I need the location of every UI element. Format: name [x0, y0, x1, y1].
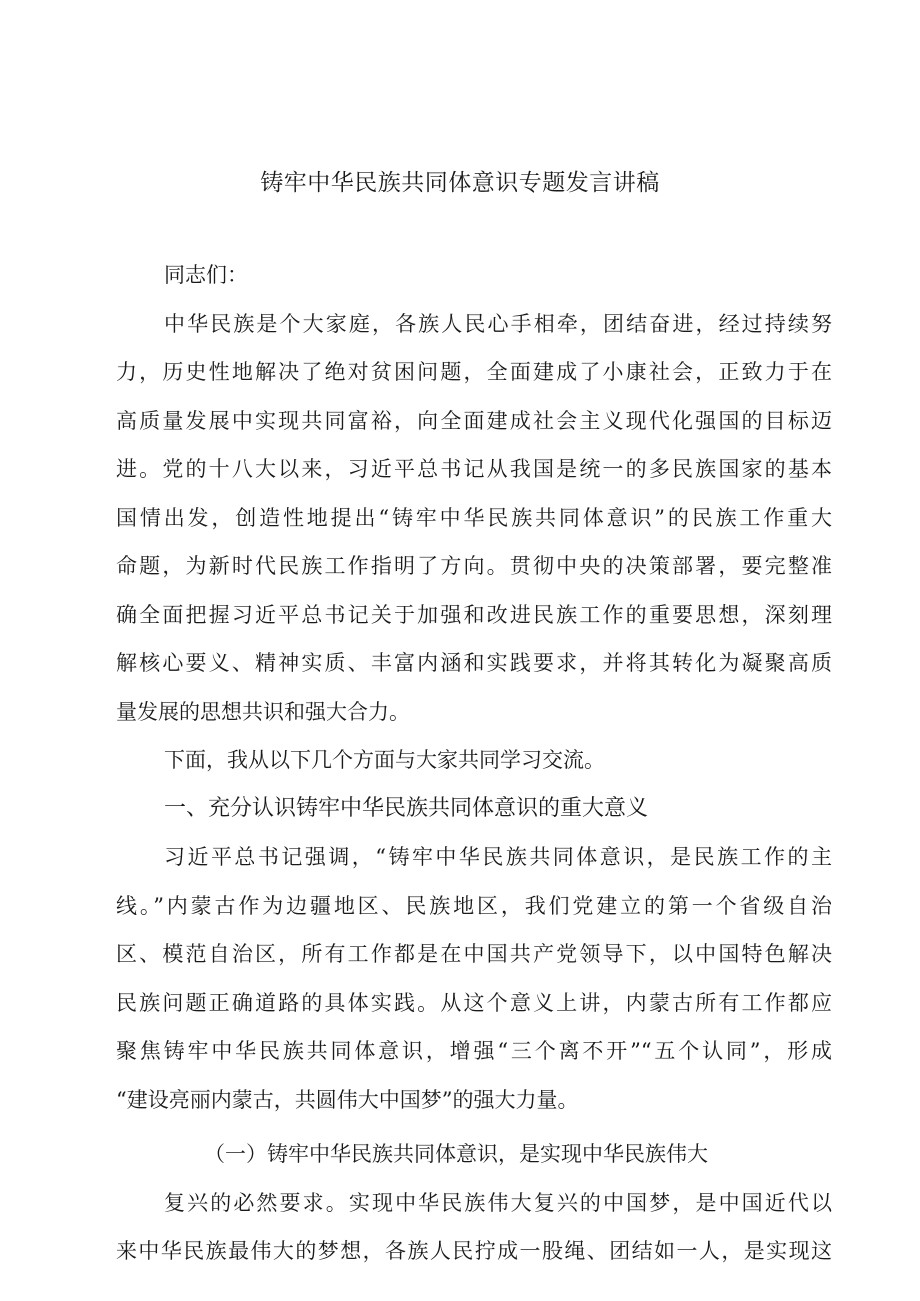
paragraph-line: 确全面把握习近平总书记关于加强和改进民族工作的重要思想，深刻理: [116, 602, 832, 627]
section-heading-1: 一、充分认识铸牢中华民族共同体意识的重大意义: [164, 795, 649, 821]
paragraph-line: 量发展的思想共识和强大合力。: [116, 699, 410, 724]
paragraph-1: [116, 300, 832, 737]
paragraph-line: 解核心要义、精神实质、丰富内涵和实践要求，并将其转化为凝聚高质: [116, 651, 832, 675]
document-title: 铸牢中华民族共同体意识专题发言讲稿: [260, 170, 660, 196]
paragraph-line: 进。党的十八大以来，习近平总书记从我国是统一的多民族国家的基本: [116, 457, 832, 481]
paragraph-line: 命题，为新时代民族工作指明了方向。贯彻中央的决策部署，要完整准: [116, 554, 832, 578]
paragraph-line: 习近平总书记强调，“铸牢中华民族共同体意识，是民族工作的主: [164, 845, 832, 869]
paragraph-line: 高质量发展中实现共同富裕，向全面建成社会主义现代化强国的目标迈: [116, 408, 832, 433]
paragraph-4: [116, 1179, 832, 1276]
paragraph-line: 线。”内蒙古作为边疆地区、民族地区，我们党建立的第一个省级自治: [116, 893, 832, 918]
salutation: 同志们：: [164, 263, 248, 287]
paragraph-line: 复兴的必然要求。实现中华民族伟大复兴的中国梦，是中国近代以: [164, 1190, 832, 1215]
paragraph-line: 民族问题正确道路的具体实践。从这个意义上讲，内蒙古所有工作都应: [116, 990, 832, 1015]
paragraph-line: 力，历史性地解决了绝对贫困问题，全面建成了小康社会，正致力于在: [116, 360, 832, 384]
paragraph-line: “建设亮丽内蒙古，共圆伟大中国梦”的强大力量。: [116, 1087, 579, 1112]
paragraph-line: 聚焦铸牢中华民族共同体意识，增强“三个离不开”“五个认同”，形成: [116, 1039, 832, 1063]
subsection-heading-1: （一）铸牢中华民族共同体意识，是实现中华民族伟大: [204, 1142, 708, 1166]
paragraph-line: 区、模范自治区，所有工作都是在中国共产党领导下，以中国特色解决: [116, 942, 832, 966]
paragraph-3: [116, 833, 832, 1124]
paragraph-line: 中华民族是个大家庭，各族人民心手相牵，团结奋进，经过持续努: [164, 311, 832, 336]
document-body: [116, 251, 832, 1276]
paragraph-2: 下面，我从以下几个方面与大家共同学习交流。: [164, 748, 605, 772]
paragraph-line: 国情出发，创造性地提出“铸牢中华民族共同体意识”的民族工作重大: [116, 505, 832, 530]
paragraph-line: 来中华民族最伟大的梦想，各族人民拧成一股绳、团结如一人，是实现这: [116, 1239, 832, 1263]
